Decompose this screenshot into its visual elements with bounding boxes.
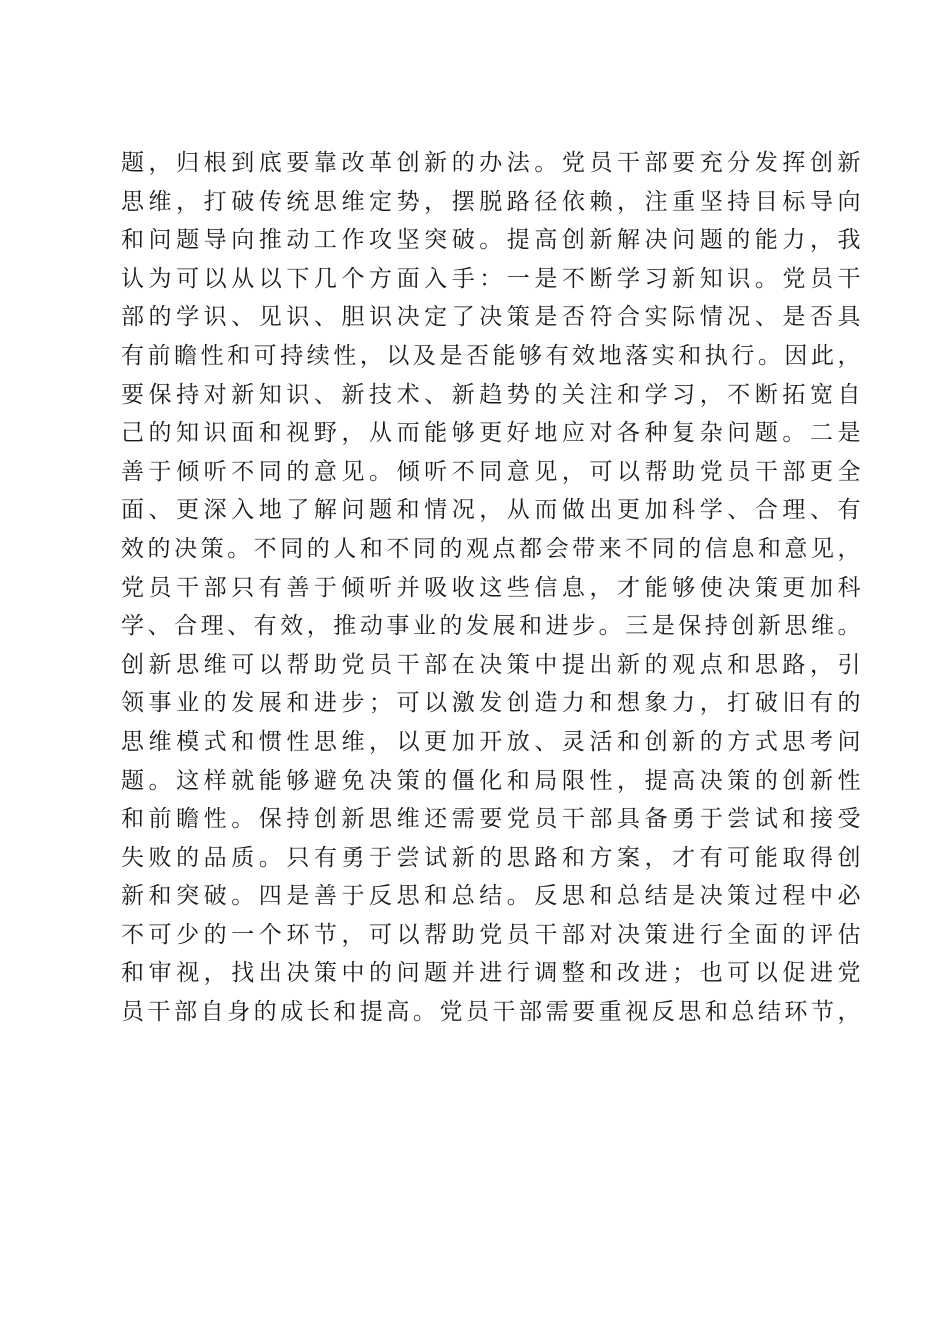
text-line: 员干部自身的成长和提高。党员干部需要重视反思和总结环节， <box>121 999 861 1026</box>
text-line: 领事业的发展和进步；可以激发创造力和想象力，打破旧有的 <box>121 690 861 717</box>
text-line: 己的知识面和视野，从而能够更好地应对各种复杂问题。二是 <box>121 420 861 447</box>
text-line: 要保持对新知识、新技术、新趋势的关注和学习，不断拓宽自 <box>121 381 861 408</box>
text-line: 部的学识、见识、胆识决定了决策是否符合实际情况、是否具 <box>121 304 861 331</box>
text-line: 学、合理、有效，推动事业的发展和进步。三是保持创新思维。 <box>121 613 861 640</box>
text-line: 思维，打破传统思维定势，摆脱路径依赖，注重坚持目标导向 <box>121 188 861 215</box>
text-line: 创新思维可以帮助党员干部在决策中提出新的观点和思路，引 <box>121 651 861 678</box>
text-line: 新和突破。四是善于反思和总结。反思和总结是决策过程中必 <box>121 883 861 910</box>
text-line: 有前瞻性和可持续性，以及是否能够有效地落实和执行。因此， <box>121 342 861 369</box>
text-line: 效的决策。不同的人和不同的观点都会带来不同的信息和意见， <box>121 535 861 562</box>
text-line: 题。这样就能够避免决策的僵化和局限性，提高决策的创新性 <box>121 767 861 794</box>
text-line: 和问题导向推动工作攻坚突破。提高创新解决问题的能力，我 <box>121 227 861 254</box>
text-line: 和前瞻性。保持创新思维还需要党员干部具备勇于尝试和接受 <box>121 806 861 833</box>
text-line: 面、更深入地了解问题和情况，从而做出更加科学、合理、有 <box>121 497 861 524</box>
text-line: 认为可以从以下几个方面入手：一是不断学习新知识。党员干 <box>121 265 861 292</box>
text-line: 善于倾听不同的意见。倾听不同意见，可以帮助党员干部更全 <box>121 458 861 485</box>
text-line: 和审视，找出决策中的问题并进行调整和改进；也可以促进党 <box>121 960 861 987</box>
text-line: 思维模式和惯性思维，以更加开放、灵活和创新的方式思考问 <box>121 728 861 755</box>
text-line: 失败的品质。只有勇于尝试新的思路和方案，才有可能取得创 <box>121 844 861 871</box>
body-text <box>121 144 861 1032</box>
text-line: 不可少的一个环节，可以帮助党员干部对决策进行全面的评估 <box>121 921 861 948</box>
text-line: 党员干部只有善于倾听并吸收这些信息，才能够使决策更加科 <box>121 574 861 601</box>
text-line: 题，归根到底要靠改革创新的办法。党员干部要充分发挥创新 <box>121 150 861 176</box>
